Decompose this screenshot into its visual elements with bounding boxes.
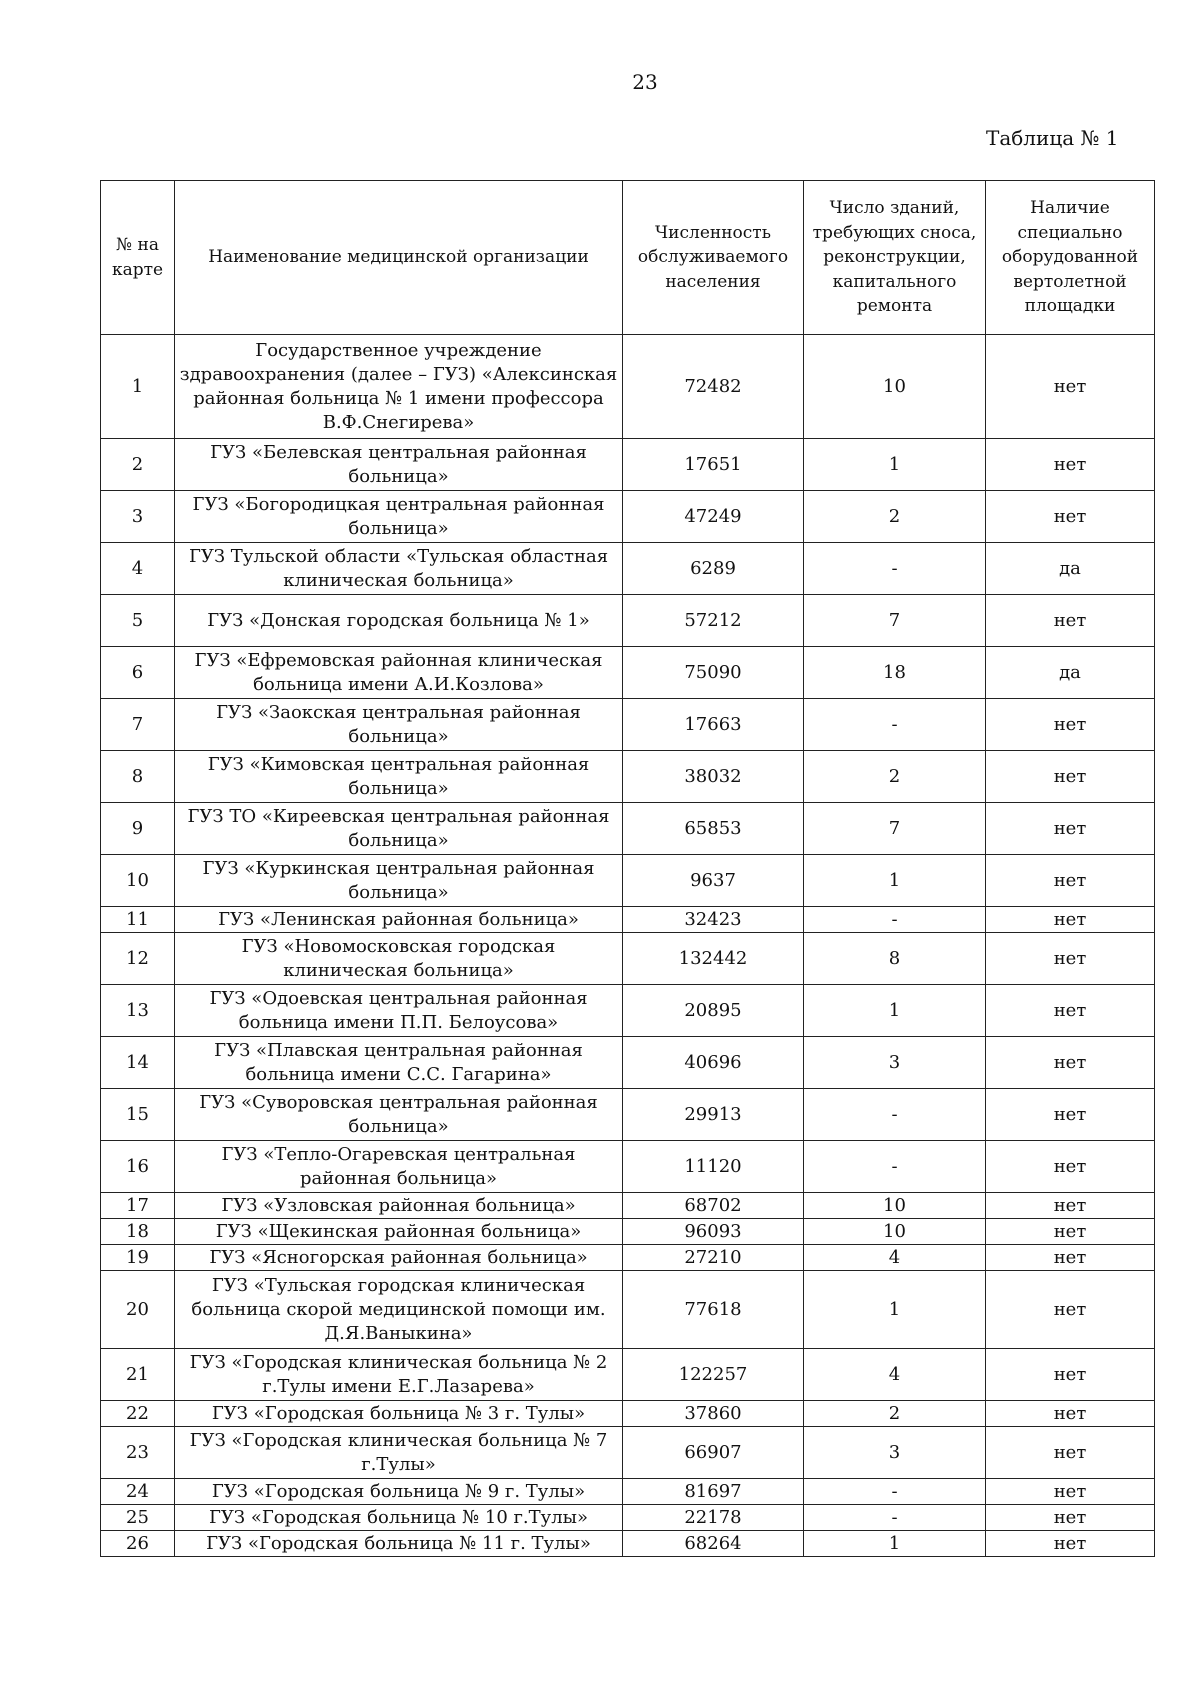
cell-num: 16 [101,1141,175,1193]
cell-buildings: 18 [804,647,986,699]
cell-name: ГУЗ «Белевская центральная районная больница» [175,439,623,491]
cell-buildings: 1 [804,1531,986,1557]
cell-name: ГУЗ «Городская больница № 10 г.Тулы» [175,1505,623,1531]
cell-num: 2 [101,439,175,491]
cell-num: 12 [101,933,175,985]
cell-num: 11 [101,907,175,933]
cell-num: 15 [101,1089,175,1141]
cell-buildings: 2 [804,1401,986,1427]
cell-population: 68702 [623,1193,804,1219]
cell-population: 9637 [623,855,804,907]
hospitals-table [100,180,1155,1557]
cell-helipad: да [986,647,1155,699]
header-population: Численность обслуживаемого населения [623,181,804,335]
cell-buildings: 2 [804,491,986,543]
cell-buildings: 1 [804,985,986,1037]
cell-population: 75090 [623,647,804,699]
cell-num: 14 [101,1037,175,1089]
cell-name: ГУЗ «Одоевская центральная районная больница имени П.П. Белоусова» [175,985,623,1037]
table-row [101,543,1155,595]
cell-name: ГУЗ «Куркинская центральная районная больница» [175,855,623,907]
cell-name: ГУЗ «Плавская центральная районная больница имени С.С. Гагарина» [175,1037,623,1089]
cell-num: 7 [101,699,175,751]
table-row [101,647,1155,699]
cell-population: 27210 [623,1245,804,1271]
cell-name: ГУЗ «Заокская центральная районная больница» [175,699,623,751]
cell-name: ГУЗ «Тепло-Огаревская центральная районная больница» [175,1141,623,1193]
table-row [101,985,1155,1037]
cell-population: 132442 [623,933,804,985]
table-row [101,335,1155,439]
table-header-row [101,181,1155,335]
cell-buildings: 2 [804,751,986,803]
table-row [101,439,1155,491]
cell-population: 72482 [623,335,804,439]
cell-num: 4 [101,543,175,595]
cell-helipad: нет [986,751,1155,803]
cell-num: 8 [101,751,175,803]
cell-helipad: нет [986,1401,1155,1427]
cell-population: 68264 [623,1531,804,1557]
cell-population: 11120 [623,1141,804,1193]
table-row [101,1349,1155,1401]
cell-num: 25 [101,1505,175,1531]
cell-buildings: 7 [804,595,986,647]
cell-helipad: нет [986,855,1155,907]
table-caption: Таблица № 1 [986,126,1119,150]
cell-population: 66907 [623,1427,804,1479]
cell-population: 17663 [623,699,804,751]
cell-helipad: нет [986,335,1155,439]
cell-num: 9 [101,803,175,855]
cell-num: 20 [101,1271,175,1349]
cell-buildings: - [804,699,986,751]
cell-population: 22178 [623,1505,804,1531]
page-number: 23 [632,70,658,94]
cell-population: 96093 [623,1219,804,1245]
cell-buildings: - [804,1505,986,1531]
cell-buildings: 4 [804,1349,986,1401]
cell-helipad: нет [986,1037,1155,1089]
cell-population: 37860 [623,1401,804,1427]
table-row [101,1531,1155,1557]
cell-helipad: нет [986,803,1155,855]
cell-num: 5 [101,595,175,647]
cell-name: ГУЗ «Новомосковская городская клиническая больница» [175,933,623,985]
cell-name: ГУЗ «Кимовская центральная районная больница» [175,751,623,803]
table-row [101,907,1155,933]
table-row [101,933,1155,985]
cell-name: ГУЗ «Городская клиническая больница № 2 г.Тулы имени Е.Г.Лазарева» [175,1349,623,1401]
cell-helipad: нет [986,439,1155,491]
cell-helipad: нет [986,1271,1155,1349]
cell-buildings: - [804,543,986,595]
cell-population: 6289 [623,543,804,595]
cell-num: 17 [101,1193,175,1219]
cell-helipad: нет [986,1479,1155,1505]
header-name: Наименование медицинской организации [175,181,623,335]
cell-name: Государственное учреждение здравоохранения (далее – ГУЗ) «Алексинская районная больница № 1 имени профессора В.Ф.Снегирева» [175,335,623,439]
cell-buildings: - [804,907,986,933]
cell-population: 122257 [623,1349,804,1401]
cell-helipad: нет [986,933,1155,985]
cell-helipad: нет [986,595,1155,647]
cell-helipad: нет [986,1531,1155,1557]
cell-buildings: 8 [804,933,986,985]
cell-helipad: нет [986,1245,1155,1271]
cell-helipad: нет [986,1219,1155,1245]
cell-num: 24 [101,1479,175,1505]
table-row [101,1427,1155,1479]
cell-buildings: 4 [804,1245,986,1271]
cell-name: ГУЗ «Щекинская районная больница» [175,1219,623,1245]
cell-name: ГУЗ «Узловская районная больница» [175,1193,623,1219]
table-row [101,1479,1155,1505]
header-buildings: Число зданий, требующих сноса, реконструкции, капитального ремонта [804,181,986,335]
cell-buildings: 1 [804,1271,986,1349]
header-helipad: Наличие специально оборудованной вертолетной площадки [986,181,1155,335]
cell-num: 19 [101,1245,175,1271]
table-row [101,1193,1155,1219]
table-row [101,1505,1155,1531]
cell-buildings: 1 [804,439,986,491]
cell-population: 81697 [623,1479,804,1505]
cell-name: ГУЗ «Городская больница № 3 г. Тулы» [175,1401,623,1427]
cell-num: 3 [101,491,175,543]
cell-name: ГУЗ «Суворовская центральная районная больница» [175,1089,623,1141]
cell-buildings: 10 [804,1193,986,1219]
cell-helipad: нет [986,985,1155,1037]
cell-helipad: нет [986,1141,1155,1193]
table-row [101,595,1155,647]
table-row [101,1037,1155,1089]
cell-helipad: нет [986,699,1155,751]
cell-population: 47249 [623,491,804,543]
table-row [101,1401,1155,1427]
cell-helipad: нет [986,1193,1155,1219]
cell-num: 10 [101,855,175,907]
table-row [101,803,1155,855]
cell-helipad: да [986,543,1155,595]
cell-population: 40696 [623,1037,804,1089]
cell-num: 6 [101,647,175,699]
cell-population: 32423 [623,907,804,933]
cell-name: ГУЗ ТО «Киреевская центральная районная больница» [175,803,623,855]
table-row [101,1245,1155,1271]
table-row [101,491,1155,543]
cell-population: 77618 [623,1271,804,1349]
cell-name: ГУЗ Тульской области «Тульская областная клиническая больница» [175,543,623,595]
cell-population: 20895 [623,985,804,1037]
cell-buildings: 1 [804,855,986,907]
cell-name: ГУЗ «Тульская городская клиническая больница скорой медицинской помощи им. Д.Я.Ваныкина» [175,1271,623,1349]
cell-helipad: нет [986,1505,1155,1531]
cell-helipad: нет [986,491,1155,543]
cell-num: 1 [101,335,175,439]
cell-num: 18 [101,1219,175,1245]
cell-num: 21 [101,1349,175,1401]
cell-population: 38032 [623,751,804,803]
cell-buildings: 10 [804,1219,986,1245]
cell-buildings: 3 [804,1427,986,1479]
cell-helipad: нет [986,1349,1155,1401]
cell-name: ГУЗ «Богородицкая центральная районная больница» [175,491,623,543]
cell-buildings: 3 [804,1037,986,1089]
cell-num: 23 [101,1427,175,1479]
cell-buildings: - [804,1089,986,1141]
table-row [101,1089,1155,1141]
cell-population: 65853 [623,803,804,855]
cell-name: ГУЗ «Городская клиническая больница № 7 г.Тулы» [175,1427,623,1479]
table-row [101,1271,1155,1349]
cell-name: ГУЗ «Донская городская больница № 1» [175,595,623,647]
cell-name: ГУЗ «Городская больница № 11 г. Тулы» [175,1531,623,1557]
table-row [101,751,1155,803]
cell-helipad: нет [986,907,1155,933]
cell-name: ГУЗ «Городская больница № 9 г. Тулы» [175,1479,623,1505]
cell-population: 29913 [623,1089,804,1141]
table-row [101,855,1155,907]
cell-helipad: нет [986,1089,1155,1141]
cell-population: 57212 [623,595,804,647]
cell-buildings: - [804,1141,986,1193]
cell-buildings: 10 [804,335,986,439]
cell-name: ГУЗ «Ефремовская районная клиническая больница имени А.И.Козлова» [175,647,623,699]
cell-num: 13 [101,985,175,1037]
table-row [101,1141,1155,1193]
cell-name: ГУЗ «Ленинская районная больница» [175,907,623,933]
table-row [101,699,1155,751]
cell-helipad: нет [986,1427,1155,1479]
cell-num: 22 [101,1401,175,1427]
header-num: № на карте [101,181,175,335]
cell-buildings: - [804,1479,986,1505]
table-row [101,1219,1155,1245]
cell-buildings: 7 [804,803,986,855]
cell-name: ГУЗ «Ясногорская районная больница» [175,1245,623,1271]
cell-population: 17651 [623,439,804,491]
cell-num: 26 [101,1531,175,1557]
